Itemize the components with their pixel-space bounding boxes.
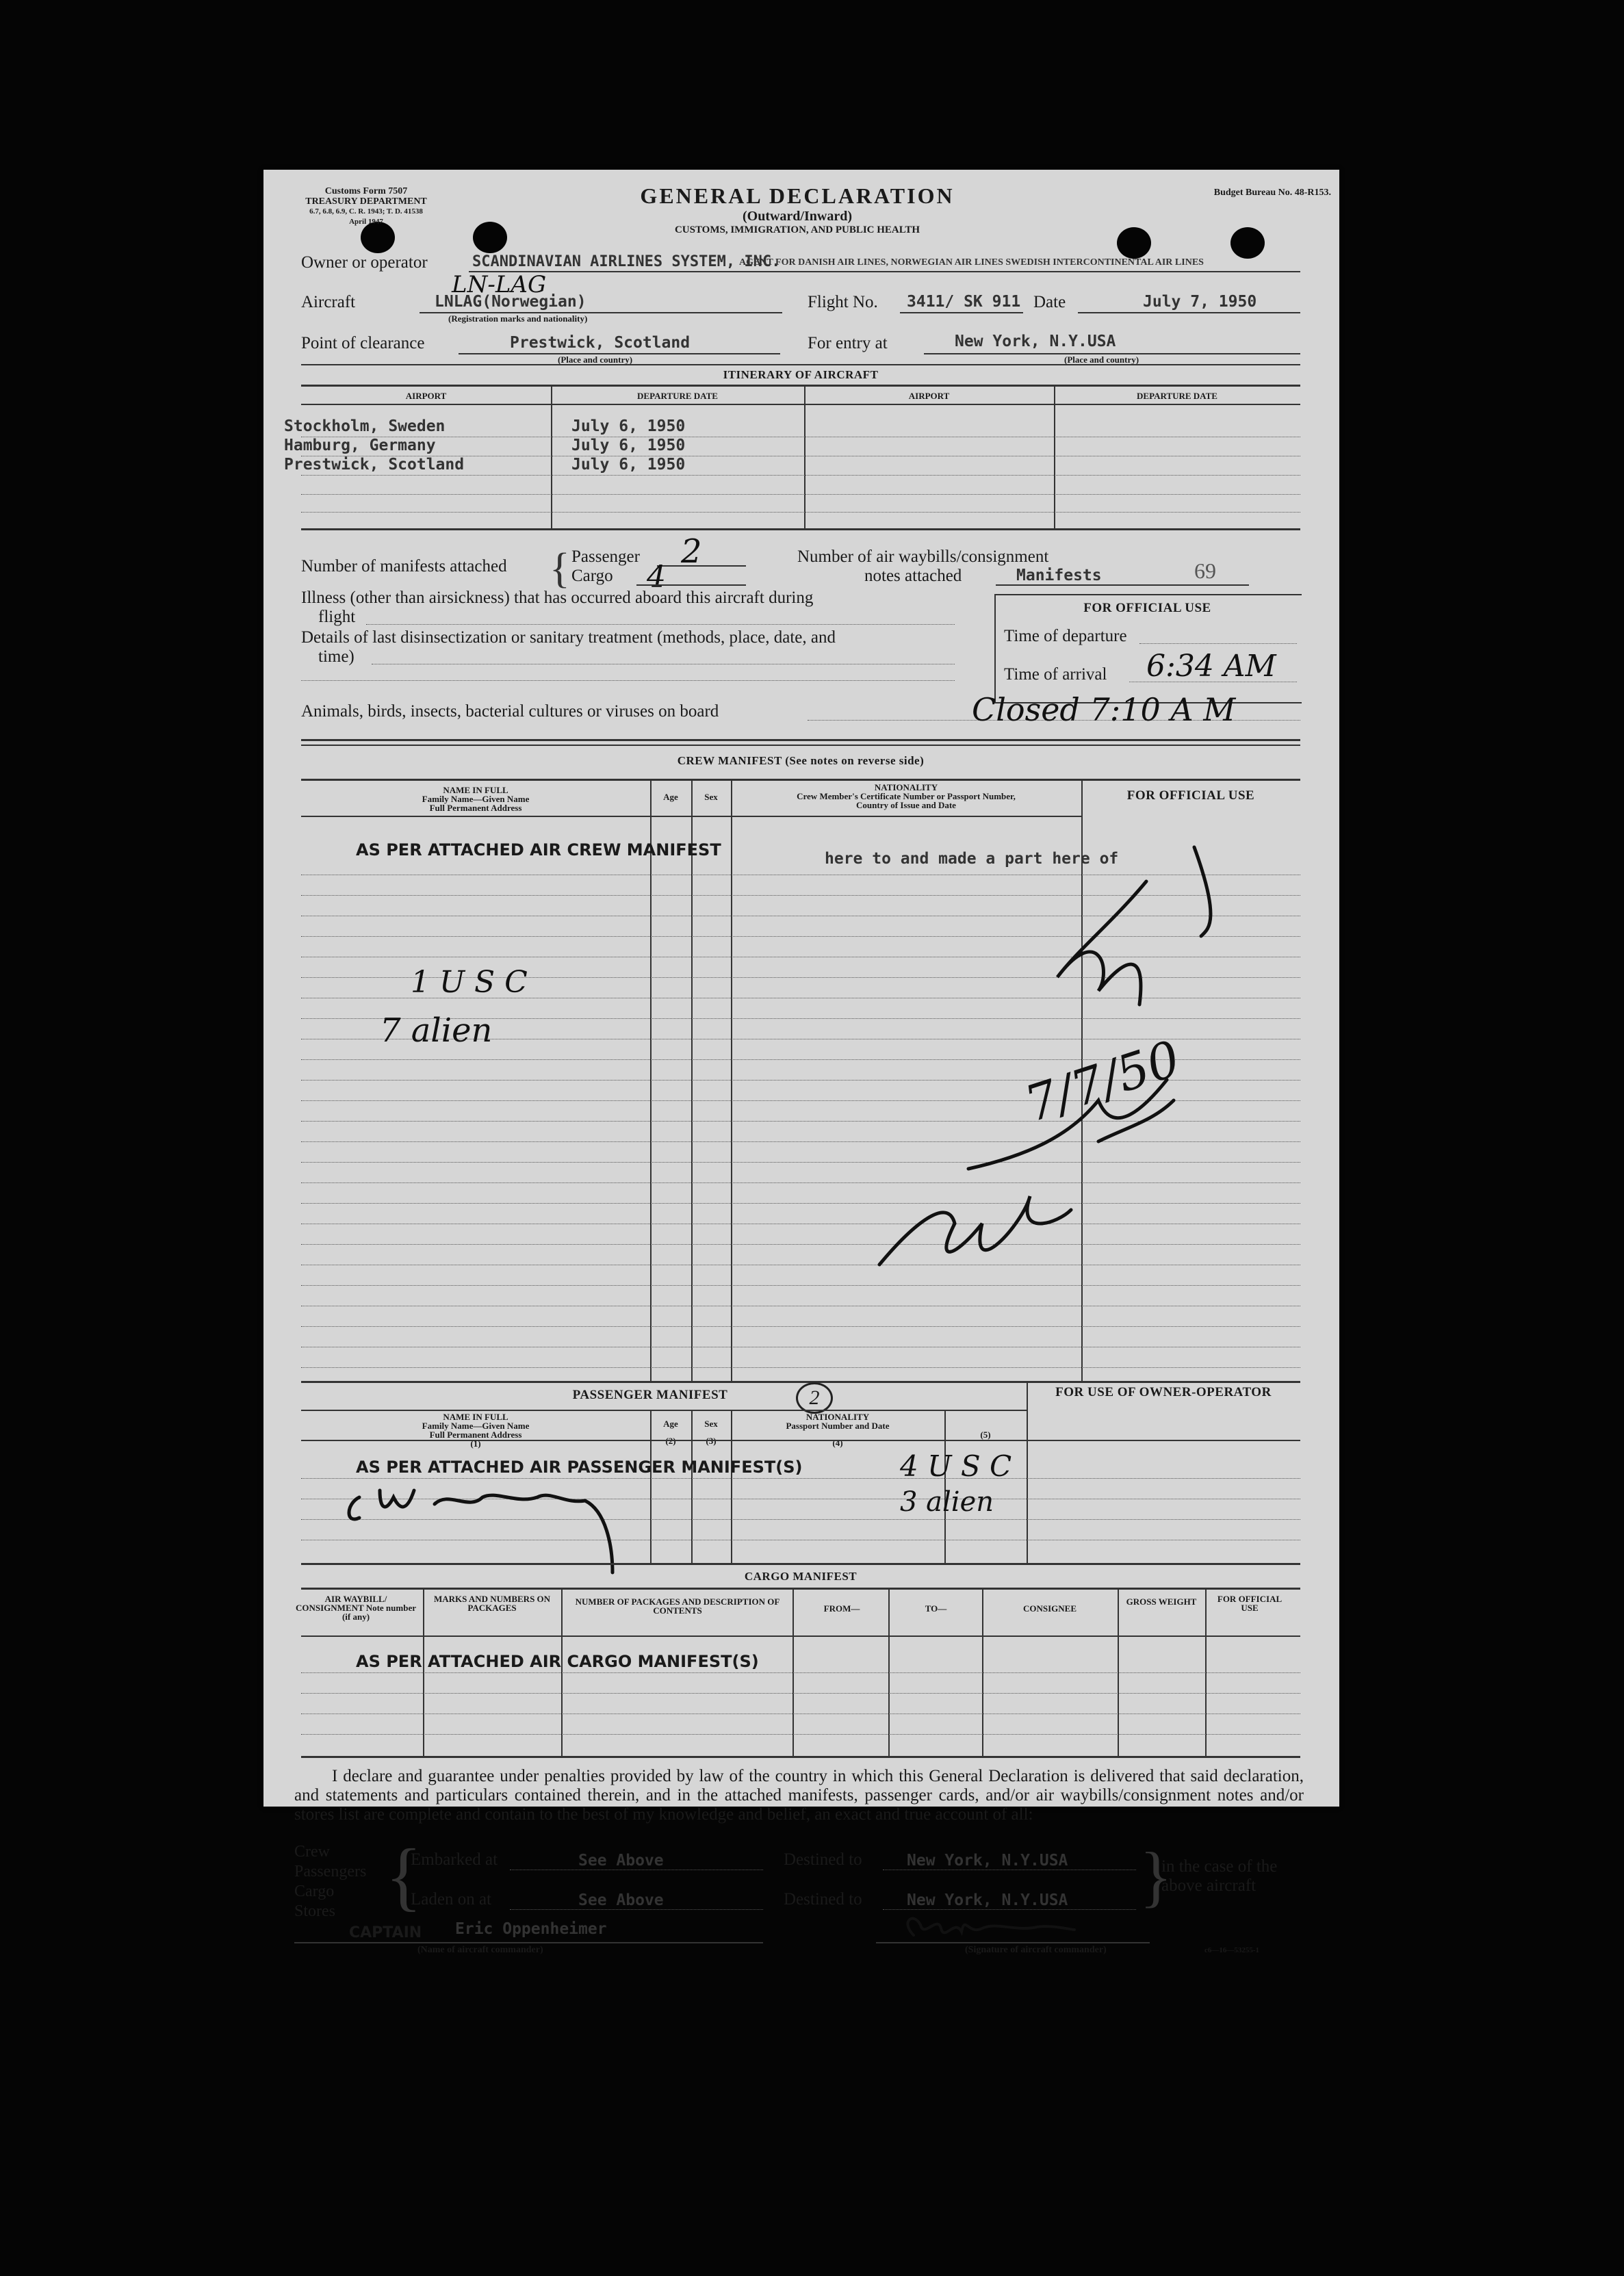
- arrival-time-label: Time of arrival: [1004, 665, 1107, 684]
- crew-col-official: FOR OFFICIAL USE: [1126, 788, 1255, 803]
- disinsect-label: Details of last disinsectization or sanitary treatment (methods, place, date, and: [301, 628, 836, 647]
- passenger-col-name-title: NAME IN FULL: [443, 1412, 508, 1422]
- cargo-header-rule: [301, 1588, 1300, 1590]
- owner-value: SCANDINAVIAN AIRLINES SYSTEM, INC.: [472, 253, 781, 270]
- cargo-col-weight: GROSS WEIGHT: [1126, 1596, 1197, 1607]
- flight-underline: [900, 312, 1023, 313]
- clearance-label: Point of clearance: [301, 334, 425, 352]
- crew-hand-alien: 7 alien: [380, 1011, 493, 1050]
- disinsect-line-2: [301, 680, 955, 681]
- itinerary-row-line: [301, 494, 1300, 495]
- signature-underline: [876, 1942, 1150, 1943]
- declaration-list-item: Crew: [294, 1843, 330, 1861]
- case-brace: }: [1139, 1838, 1172, 1914]
- passenger-col-age-title: Age: [663, 1419, 678, 1429]
- form-id-block: [291, 186, 441, 227]
- itinerary-divider: [551, 385, 552, 528]
- declaration-list-item: Cargo: [294, 1883, 335, 1900]
- passenger-col-name: [301, 1412, 650, 1448]
- print-code: c6—16—53255-1: [1204, 1946, 1260, 1954]
- captain-underline: [294, 1942, 763, 1943]
- punch-hole: [473, 222, 507, 253]
- crew-col-nat-title: NATIONALITY: [874, 782, 938, 792]
- passenger-col-name-sub: Family Name—Given Name: [422, 1421, 530, 1431]
- laden-value: See Above: [578, 1891, 664, 1909]
- passenger-col-nat-title: NATIONALITY: [805, 1412, 870, 1422]
- crew-row-line: [301, 1367, 1300, 1368]
- passenger-title: PASSENGER MANIFEST: [572, 1388, 728, 1402]
- crew-col-name: [301, 786, 650, 812]
- departure-time-line: [1139, 643, 1297, 644]
- destined-value-2: New York, N.Y.USA: [907, 1891, 1068, 1909]
- crew-col-age: Age: [663, 792, 678, 802]
- crew-col-name-sub: Family Name—Given Name: [422, 794, 530, 804]
- aircraft-handwritten: LN-LAG: [452, 271, 547, 298]
- cargo-col-rule: [301, 1635, 1300, 1637]
- owner-label: Owner or operator: [301, 253, 428, 272]
- waybills-label-2: notes attached: [864, 567, 962, 585]
- destined-label: Destined to: [784, 1850, 862, 1869]
- cargo-title: CARGO MANIFEST: [744, 1570, 858, 1583]
- cargo-bottom-rule: [301, 1756, 1300, 1758]
- cargo-col-to: TO—: [925, 1603, 947, 1614]
- passenger-header-rule: [301, 1410, 1027, 1411]
- manifests-label: Number of manifests attached: [301, 557, 507, 576]
- passenger-label: Passenger: [571, 547, 640, 566]
- itinerary-row-line: [301, 475, 1300, 476]
- waybills-value: Manifests: [1016, 567, 1102, 584]
- crew-manifest-line: AS PER ATTACHED AIR CREW MANIFEST: [356, 840, 721, 859]
- cargo-col-packages: NUMBER OF PACKAGES AND DESCRIPTION OF CONTENTS: [575, 1596, 780, 1616]
- passenger-col-num: (2): [665, 1436, 676, 1446]
- captain-caption: (Name of aircraft commander): [417, 1945, 543, 1955]
- passenger-hand-alien: 3 alien: [900, 1486, 994, 1518]
- itinerary-airport: Prestwick, Scotland: [284, 456, 465, 474]
- passenger-count: 2: [681, 532, 702, 571]
- itinerary-col-airport-2: AIRPORT: [908, 391, 950, 401]
- itinerary-divider: [1054, 385, 1055, 528]
- passenger-col-age: [650, 1419, 691, 1445]
- illness-label: Illness (other than airsickness) that has occurred aboard this aircraft during: [301, 589, 814, 607]
- declaration-list: [294, 1842, 366, 1922]
- itinerary-col-airport: AIRPORT: [405, 391, 447, 401]
- passenger-col-5: (5): [980, 1430, 991, 1440]
- entry-caption: (Place and country): [1064, 354, 1139, 365]
- closed-note: Closed 7:10 A M: [972, 691, 1236, 728]
- aircraft-caption: (Registration marks and nationality): [448, 313, 588, 324]
- date-label: Date: [1033, 293, 1066, 311]
- declaration-brace: {: [385, 1834, 422, 1919]
- crew-col-name-title: NAME IN FULL: [443, 785, 508, 795]
- entry-label: For entry at: [808, 334, 888, 352]
- itinerary-top-rule: [301, 364, 1300, 365]
- inspector-signature-mark: [852, 840, 1235, 1360]
- passenger-col-nationality: [731, 1412, 944, 1447]
- departure-time-label: Time of departure: [1004, 627, 1127, 645]
- general-declaration-form: [263, 170, 1339, 1955]
- department: TREASURY DEPARTMENT: [305, 196, 427, 207]
- crew-manifest-typed: here to and made a part here of: [825, 850, 1119, 868]
- itinerary-divider: [804, 385, 805, 528]
- crew-col-sex: Sex: [704, 792, 718, 802]
- passenger-col-name-sub: Full Permanent Address: [429, 1430, 522, 1440]
- official-use-title: FOR OFFICIAL USE: [1083, 601, 1211, 615]
- budget-bureau: Budget Bureau No. 48-R153.: [1213, 187, 1331, 198]
- crew-title: CREW MANIFEST (See notes on reverse side): [677, 754, 925, 767]
- crew-top-rule: [301, 739, 1300, 741]
- passenger-col-num: (3): [706, 1436, 717, 1446]
- crew-col-nat-sub: Country of Issue and Date: [856, 800, 956, 810]
- title-block: [571, 183, 1023, 236]
- itinerary-date: July 6, 1950: [571, 437, 686, 454]
- destined-label-2: Destined to: [784, 1890, 862, 1909]
- laden-label: Laden on at: [411, 1890, 492, 1909]
- page-title: GENERAL DECLARATION: [640, 183, 955, 208]
- itinerary-date: July 6, 1950: [571, 417, 686, 435]
- aircraft-value: LNLAG(Norwegian): [435, 293, 587, 311]
- itinerary-airport: Hamburg, Germany: [284, 437, 436, 454]
- clearance-value: Prestwick, Scotland: [510, 334, 691, 352]
- cargo-underline: [636, 584, 746, 586]
- passenger-circled-count: 2: [796, 1382, 833, 1414]
- itinerary-airport: Stockholm, Sweden: [284, 417, 446, 435]
- itinerary-col-date: DEPARTURE DATE: [637, 391, 718, 401]
- declaration-list-item: Passengers: [294, 1863, 367, 1880]
- embarked-label: Embarked at: [411, 1850, 498, 1869]
- cargo-label: Cargo: [571, 567, 613, 585]
- manifests-brace: {: [550, 545, 570, 592]
- flight-label: Flight No.: [808, 293, 878, 311]
- passenger-col-rule: [301, 1440, 1300, 1441]
- cargo-count: 4: [647, 560, 666, 595]
- illness-label-2: flight: [318, 608, 356, 626]
- disinsect-label-2: time): [318, 647, 355, 666]
- agencies: CUSTOMS, IMMIGRATION, AND PUBLIC HEALTH: [674, 224, 920, 235]
- waybills-underline: [996, 584, 1249, 586]
- flight-value: 3411/ SK 911: [907, 293, 1021, 311]
- cargo-row-line: [301, 1734, 1300, 1735]
- passenger-col-sex: [691, 1419, 731, 1445]
- laden-line: [510, 1909, 763, 1910]
- destined-value: New York, N.Y.USA: [907, 1852, 1068, 1870]
- animals-label: Animals, birds, insects, bacterial cultures or viruses on board: [301, 702, 719, 721]
- passenger-manifest-line: AS PER ATTACHED AIR PASSENGER MANIFEST(S): [356, 1458, 803, 1477]
- passenger-col-num: (1): [470, 1438, 481, 1449]
- captain-value: Eric Oppenheimer: [455, 1920, 607, 1938]
- crew-hand-date: 7/7/50: [1018, 1029, 1187, 1133]
- passenger-hand-usc: 4 U S C: [900, 1449, 1012, 1483]
- case-note: in the case of the: [1161, 1857, 1278, 1876]
- punch-hole: [1117, 227, 1151, 259]
- owner-underline: [469, 271, 1300, 272]
- form-date: April 1947: [349, 218, 383, 226]
- cargo-row-line: [301, 1672, 1300, 1673]
- declaration-list-item: Stores: [294, 1902, 335, 1920]
- cargo-col-consignee: CONSIGNEE: [1022, 1603, 1077, 1614]
- page-subtitle: (Outward/Inward): [742, 209, 852, 224]
- waybills-label: Number of air waybills/consignment: [797, 547, 1049, 566]
- crew-top-rule-2: [301, 745, 1300, 746]
- passenger-divider: [1027, 1381, 1028, 1563]
- cargo-col-waybill: AIR WAYBILL/ CONSIGNMENT Note number (if any): [296, 1594, 416, 1622]
- form-id: Customs Form 7507: [324, 186, 408, 196]
- case-note-2: above aircraft: [1161, 1876, 1256, 1895]
- waybills-count: 69: [1194, 558, 1216, 583]
- cargo-col-marks: MARKS AND NUMBERS ON PACKAGES: [433, 1594, 551, 1613]
- passenger-col-num: (4): [832, 1438, 843, 1448]
- itinerary-header-rule: [301, 385, 1300, 387]
- date-value: July 7, 1950: [1143, 293, 1257, 311]
- crew-col-name-sub: Full Permanent Address: [429, 803, 522, 813]
- crew-hand-usc: 1 U S C: [411, 965, 528, 1000]
- arrival-time-value: 6:34 AM: [1146, 649, 1276, 684]
- embarked-value: See Above: [578, 1852, 664, 1870]
- aircraft-label: Aircraft: [301, 293, 356, 311]
- passenger-col-nat-sub: Passport Number and Date: [786, 1421, 890, 1431]
- cargo-col-from: FROM—: [823, 1603, 860, 1614]
- punch-hole: [1230, 227, 1265, 259]
- passenger-underline: [657, 565, 746, 567]
- entry-value: New York, N.Y.USA: [955, 333, 1116, 350]
- owner-agent: AGENT FOR DANISH AIR LINES, NORWEGIAN AIR LINES SWEDISH INTERCONTINENTAL AIR LINES: [739, 257, 1204, 268]
- itinerary-col-rule: [301, 404, 1300, 405]
- itinerary-row-line: [301, 512, 1300, 513]
- passenger-top-rule: [301, 1381, 1300, 1383]
- passenger-col-owner: FOR USE OF OWNER-OPERATOR: [1055, 1385, 1272, 1399]
- itinerary-col-date-2: DEPARTURE DATE: [1137, 391, 1217, 401]
- cargo-manifest-line: AS PER ATTACHED AIR CARGO MANIFEST(S): [356, 1652, 759, 1671]
- date-underline: [1078, 312, 1300, 313]
- crew-col-nat-sub: Crew Member's Certificate Number or Passport Number,: [797, 791, 1016, 801]
- cargo-top-rule: [301, 1563, 1300, 1565]
- clearance-caption: (Place and country): [558, 354, 633, 365]
- captain-label: CAPTAIN: [349, 1924, 422, 1941]
- cargo-row-line: [301, 1693, 1300, 1694]
- crew-col-nationality: [731, 783, 1081, 810]
- cargo-col-official: FOR OFFICIAL USE: [1217, 1594, 1283, 1613]
- crew-header-rule: [301, 779, 1300, 781]
- itinerary-title: ITINERARY OF AIRCRAFT: [723, 368, 879, 381]
- illness-line: [366, 624, 955, 625]
- itinerary-date: July 6, 1950: [571, 456, 686, 474]
- signature-caption: (Signature of aircraft commander): [965, 1945, 1107, 1955]
- itinerary-bottom-rule: [301, 528, 1300, 530]
- declaration-text: I declare and guarantee under penalties provided by law of the country in which this General Declaration is delivered that said declaration, and statements and particulars contained therein, and in the attached manifests, passenger cards, and/or air waybills/consignment notes and/or stores list are complete and contain to the best of my knowledge and belief, an exact and true account of all:: [294, 1767, 1304, 1824]
- passenger-col-sex-title: Sex: [704, 1419, 718, 1429]
- regulations: 6.7, 6.8, 6.9, C. R. 1943; T. D. 41538: [309, 207, 423, 216]
